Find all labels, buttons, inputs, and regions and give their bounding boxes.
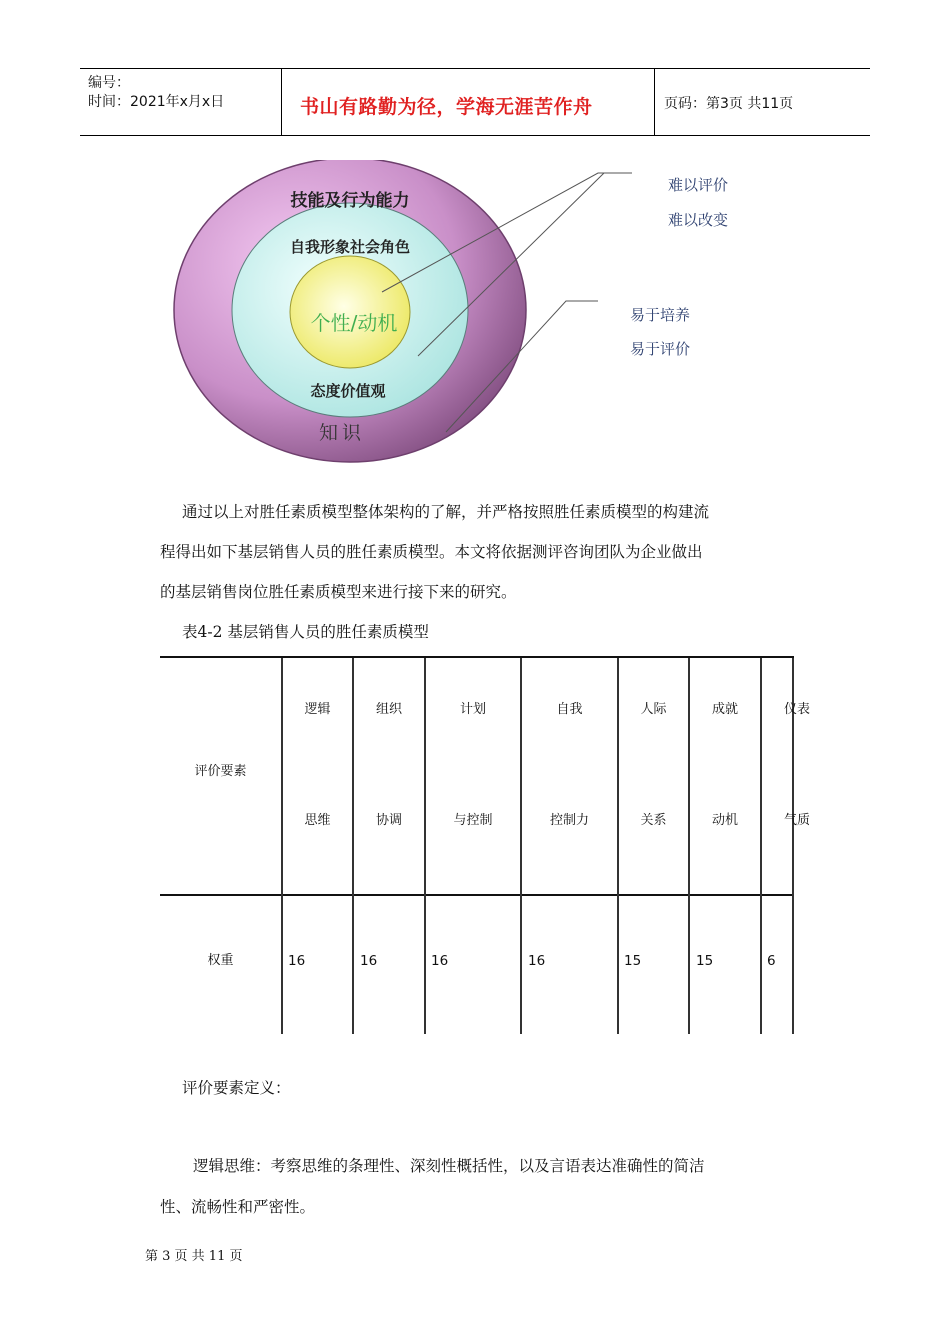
table-weight-cell: 16: [431, 953, 449, 969]
header-divider-right: [654, 68, 655, 136]
label-easy-to-evaluate: 易于评价: [630, 340, 691, 358]
table-weight-cell: 15: [624, 953, 642, 969]
table-weight-cell: 16: [360, 953, 378, 969]
table-col-header-bottom: 思维: [304, 813, 331, 828]
table-col-header-bottom: 气质: [783, 813, 810, 828]
table-col-header-bottom: 协调: [375, 813, 402, 828]
table-col-header-top: 组织: [375, 702, 402, 717]
table-col-header-bottom: 动机: [711, 813, 738, 828]
page-footer: 第 3 页 共 11 页: [145, 1249, 243, 1264]
table-col-header-bottom: 控制力: [549, 813, 589, 828]
table-middle-rule: [160, 894, 794, 896]
intro-line-2: 程得出如下基层销售人员的胜任素质模型。本文将依据测评咨询团队为企业做出: [160, 543, 703, 561]
core-label: 个性/动机: [310, 311, 398, 335]
table-col-header-top: 仪表: [783, 702, 810, 717]
table-col-header-top: 自我: [556, 702, 583, 717]
table-caption: 表4-2 基层销售人员的胜任素质模型: [182, 623, 429, 641]
header-time-label: 时间：2021年x月x日: [88, 94, 225, 110]
table-row-header-factors: 评价要素: [194, 764, 247, 779]
table-weight-cell: 15: [696, 953, 714, 969]
table-weight-cell: 16: [288, 953, 306, 969]
middle-top-label: 自我形象社会角色: [289, 238, 411, 256]
table-col-header-top: 计划: [459, 702, 486, 717]
table-col-header-top: 人际: [640, 702, 667, 717]
label-hard-to-evaluate: 难以评价: [668, 176, 729, 194]
intro-line-3: 的基层销售岗位胜任素质模型来进行接下来的研究。: [160, 583, 517, 601]
logic-definition-line-2: 性、流畅性和严密性。: [160, 1198, 316, 1216]
logic-definition-line-1: 逻辑思维：考察思维的条理性、深刻性概括性，以及言语表达准确性的简洁: [193, 1157, 705, 1175]
competency-model-diagram: [160, 160, 780, 480]
header-page-info: 页码：第3页 共11页: [664, 96, 794, 112]
outer-label: 技能及行为能力: [290, 191, 410, 211]
header-number-label: 编号：: [88, 75, 130, 91]
table-col-header-bottom: 与控制: [453, 813, 493, 828]
label-hard-to-change: 难以改变: [668, 211, 729, 229]
header-top-rule: [80, 68, 870, 69]
header-bottom-rule: [80, 135, 870, 136]
table-weight-cell: 16: [528, 953, 546, 969]
table-row-header-weight: 权重: [207, 953, 234, 968]
intro-line-1: 通过以上对胜任素质模型整体架构的了解，并严格按照胜任素质模型的构建流: [182, 503, 710, 521]
table-col-divider: [760, 658, 762, 1034]
table-top-rule: [160, 656, 794, 658]
middle-bottom-label: 态度价值观: [310, 382, 386, 400]
table-col-header-top: 成就: [711, 702, 738, 717]
outer-bottom-label: 知识: [318, 422, 366, 444]
table-col-header-bottom: 关系: [640, 813, 667, 828]
header-motto: 书山有路勤为径，学海无涯苦作舟: [300, 96, 593, 118]
table-col-header-top: 逻辑: [304, 702, 331, 717]
table-weight-cell: 6: [767, 953, 776, 969]
label-easy-to-train: 易于培养: [630, 306, 691, 324]
definition-heading: 评价要素定义：: [182, 1079, 291, 1097]
header-divider-left: [281, 68, 282, 136]
